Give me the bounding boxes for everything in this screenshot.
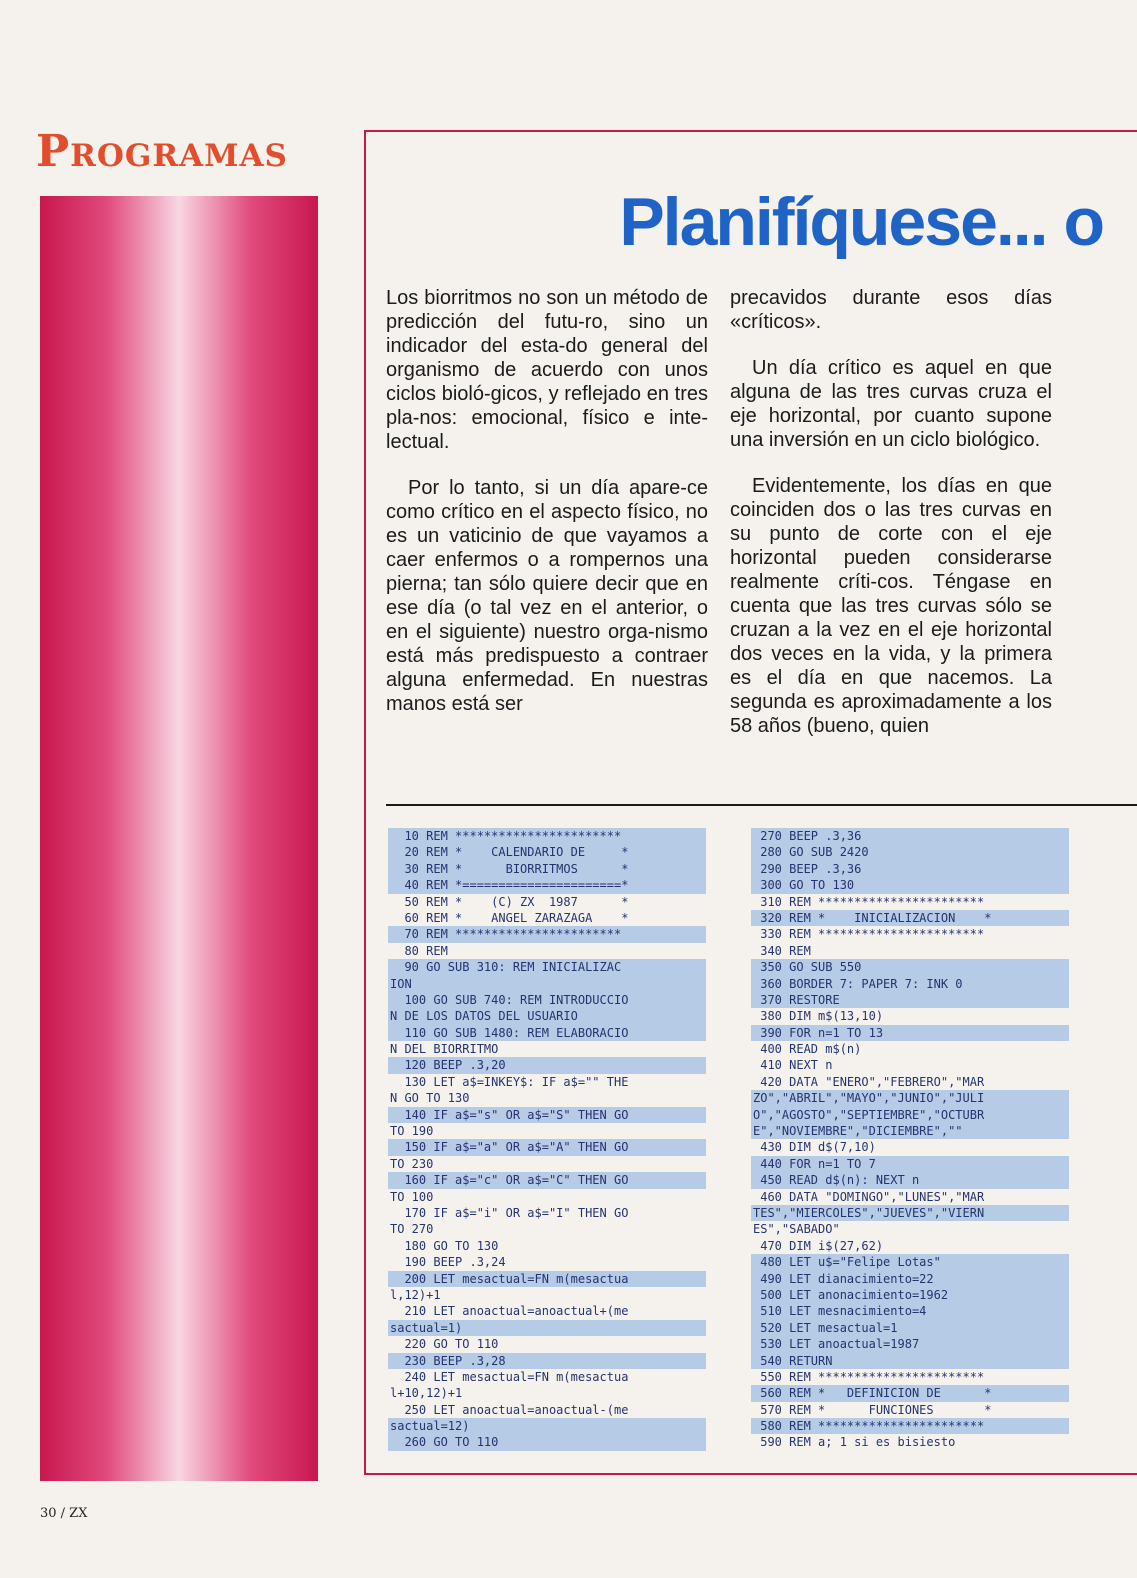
listing-line: 420 DATA "ENERO","FEBRERO","MAR (753, 1074, 985, 1089)
listing-line: 470 DIM i$(27,62) (753, 1238, 884, 1253)
listing-line: 190 BEEP .3,24 (390, 1255, 506, 1270)
listing-line: 370 RESTORE (751, 992, 1069, 1008)
listing-line: 590 REM a; 1 si es bisiesto (753, 1435, 956, 1450)
listing-line: E","NOVIEMBRE","DICIEMBRE","" (751, 1123, 1069, 1139)
section-label: Programas (36, 126, 288, 177)
decorative-pink-band (40, 196, 318, 1481)
article-headline: Planifíquese... o (619, 184, 1103, 260)
listing-line: 240 LET mesactual=FN m(mesactua (390, 1369, 629, 1384)
listing-line: TO 190 (390, 1124, 434, 1139)
paragraph: precavidos durante esos días «críticos». (730, 287, 1052, 333)
listing-line: 150 IF a$="a" OR a$="A" THEN GO (388, 1139, 706, 1155)
listing-line: 540 RETURN (751, 1353, 1069, 1369)
listing-line: 320 REM * INICIALIZACION * (751, 910, 1069, 926)
listing-line: 20 REM * CALENDARIO DE * (388, 844, 706, 860)
listing-line: TO 100 (390, 1189, 434, 1204)
listing-line: l,12)+1 (390, 1287, 441, 1302)
listing-line: sactual=1) (388, 1320, 706, 1336)
listing-line: ION (388, 976, 706, 992)
listing-line: 200 LET mesactual=FN m(mesactua (388, 1271, 706, 1287)
article-body (386, 286, 1052, 778)
listing-line: 310 REM *********************** (753, 894, 985, 909)
paragraph: Evidentemente, los días en que coinciden dos o las tres curvas en su punto de corte con el eje horizontal pueden considerarse realmente críti-cos. Téngase en cuenta que las tres curvas sólo se cruzan a la vez en el eje horizontal dos veces en la vida, y la primera es el día en que nacemos. La segunda es aproximadamente a los 58 años (bueno, quien (730, 475, 1052, 737)
listing-line: 170 IF a$="i" OR a$="I" THEN GO (390, 1205, 629, 1220)
listing-line: 100 GO SUB 740: REM INTRODUCCIO (388, 992, 706, 1008)
article-column-right (730, 286, 1052, 778)
listing-line: 230 BEEP .3,28 (388, 1353, 706, 1369)
listing-line: N DE LOS DATOS DEL USUARIO (388, 1008, 706, 1024)
listing-line: 220 GO TO 110 (390, 1337, 499, 1352)
listing-line: sactual=12) (388, 1418, 706, 1434)
listing-line: 430 DIM d$(7,10) (753, 1140, 876, 1155)
listing-line: 530 LET anoactual=1987 (751, 1336, 1069, 1352)
program-listing-right (751, 828, 1069, 1451)
listing-line: 120 BEEP .3,20 (388, 1057, 706, 1073)
listing-line: 300 GO TO 130 (751, 877, 1069, 893)
listing-line: 130 LET a$=INKEY$: IF a$="" THE (390, 1074, 629, 1089)
listing-line: 110 GO SUB 1480: REM ELABORACIO (388, 1025, 706, 1041)
listing-line: 550 REM *********************** (753, 1369, 985, 1384)
paragraph: Los biorritmos no son un método de predicción del futu-ro, sino un indicador del esta-do general del organismo de acuerdo con unos ciclos bioló-gicos, y reflejado en tres pla-nos: emocional, físico e inte-lectual. (386, 287, 708, 453)
listing-line: 160 IF a$="c" OR a$="C" THEN GO (388, 1172, 706, 1188)
listing-line: 270 BEEP .3,36 (751, 828, 1069, 844)
listing-line: 280 GO SUB 2420 (751, 844, 1069, 860)
listing-line: 60 REM * ANGEL ZARAZAGA * (390, 910, 629, 925)
listing-line: 580 REM *********************** (751, 1418, 1069, 1434)
listing-line: N DEL BIORRITMO (390, 1042, 499, 1057)
listing-line: 180 GO TO 130 (390, 1238, 499, 1253)
listing-line: 10 REM *********************** (388, 828, 706, 844)
listing-line: 340 REM (753, 943, 811, 958)
listing-line: 140 IF a$="s" OR a$="S" THEN GO (388, 1107, 706, 1123)
listing-line: O","AGOSTO","SEPTIEMBRE","OCTUBR (751, 1107, 1069, 1123)
listing-line: 250 LET anoactual=anoactual-(me (390, 1402, 629, 1417)
listing-line: 380 DIM m$(13,10) (753, 1009, 884, 1024)
listing-line: 450 READ d$(n): NEXT n (751, 1172, 1069, 1188)
listing-line: 490 LET dianacimiento=22 (751, 1271, 1069, 1287)
listing-line: TES","MIERCOLES","JUEVES","VIERN (751, 1205, 1069, 1221)
listing-line: 500 LET anonacimiento=1962 (751, 1287, 1069, 1303)
listing-line: 30 REM * BIORRITMOS * (388, 861, 706, 877)
article-column-left (386, 286, 708, 778)
listing-line: 360 BORDER 7: PAPER 7: INK 0 (751, 976, 1069, 992)
program-listing-left (388, 828, 706, 1451)
paragraph: Por lo tanto, si un día apare-ce como crítico en el aspecto físico, no es un vaticinio de que vayamos a caer enfermos o a rompernos una pierna; tan sólo quiere decir que en ese día (o tal vez en el anterior, o en el siguiente) nuestro orga-nismo está más predispuesto a contraer alguna enfermedad. En nuestras manos está ser (386, 477, 708, 715)
listing-line: 460 DATA "DOMINGO","LUNES","MAR (753, 1189, 985, 1204)
listing-line: ES","SABADO" (753, 1222, 840, 1237)
listing-line: 330 REM *********************** (753, 927, 985, 942)
listing-line: N GO TO 130 (390, 1091, 470, 1106)
listing-line: 80 REM (390, 943, 448, 958)
listing-line: 70 REM *********************** (388, 926, 706, 942)
listing-line: 400 READ m$(n) (753, 1042, 862, 1057)
page-folio: 30 / ZX (40, 1506, 88, 1521)
listing-line: 480 LET u$="Felipe Lotas" (751, 1254, 1069, 1270)
listing-line: 40 REM *======================* (388, 877, 706, 893)
listing-line: 440 FOR n=1 TO 7 (751, 1156, 1069, 1172)
listing-line: TO 270 (390, 1222, 434, 1237)
listing-line: 510 LET mesnacimiento=4 (751, 1303, 1069, 1319)
section-divider (386, 804, 1137, 806)
listing-line: TO 230 (390, 1156, 434, 1171)
listing-line: 350 GO SUB 550 (751, 959, 1069, 975)
listing-line: ZO","ABRIL","MAYO","JUNIO","JULI (751, 1090, 1069, 1106)
listing-line: 50 REM * (C) ZX 1987 * (390, 894, 629, 909)
listing-line: 390 FOR n=1 TO 13 (751, 1025, 1069, 1041)
listing-line: 410 NEXT n (753, 1058, 833, 1073)
listing-line: 520 LET mesactual=1 (751, 1320, 1069, 1336)
listing-line: 90 GO SUB 310: REM INICIALIZAC (388, 959, 706, 975)
listing-line: 290 BEEP .3,36 (751, 861, 1069, 877)
listing-line: l+10,12)+1 (390, 1386, 463, 1401)
listing-line: 570 REM * FUNCIONES * (753, 1402, 992, 1417)
listing-line: 260 GO TO 110 (388, 1434, 706, 1450)
listing-line: 210 LET anoactual=anoactual+(me (390, 1304, 629, 1319)
paragraph: Un día crítico es aquel en que alguna de las tres curvas cruza el eje horizontal, por cuanto supone una inversión en un ciclo biológico. (730, 357, 1052, 451)
listing-line: 560 REM * DEFINICION DE * (751, 1385, 1069, 1401)
